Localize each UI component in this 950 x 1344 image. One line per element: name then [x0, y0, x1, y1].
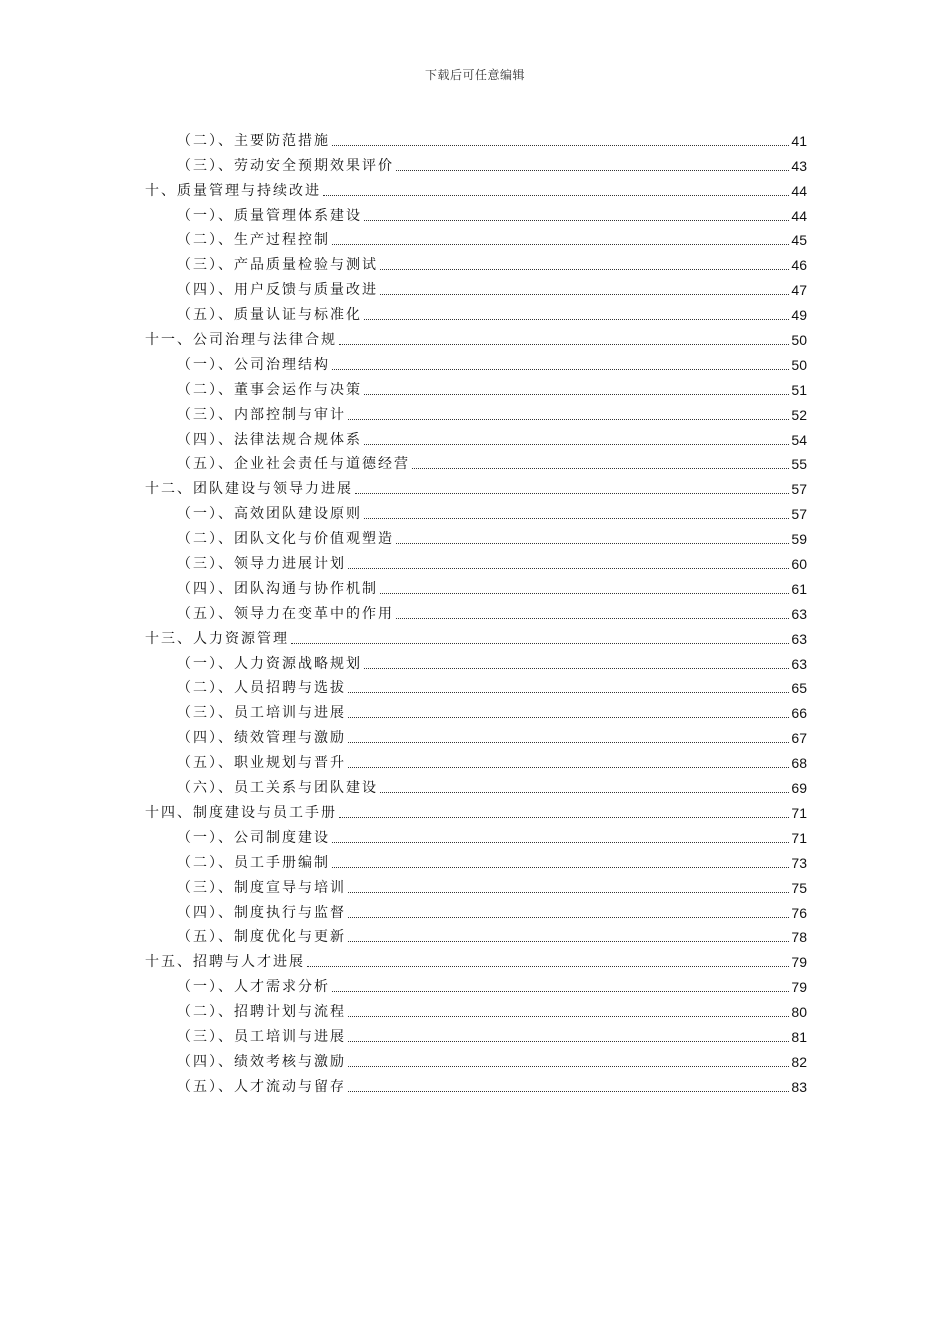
toc-section-entry[interactable]: [145, 1021, 807, 1046]
toc-page-number: 69: [791, 780, 807, 797]
toc-section-entry[interactable]: [145, 449, 807, 474]
toc-page-number: 81: [791, 1028, 807, 1045]
toc-dot-leader: [348, 1091, 789, 1092]
toc-section-entry[interactable]: [145, 523, 807, 548]
toc-page-number: 57: [791, 506, 807, 523]
toc-page-number: 82: [791, 1053, 807, 1070]
toc-section-entry[interactable]: [145, 1071, 807, 1096]
toc-section-entry[interactable]: [145, 673, 807, 698]
toc-chapter-entry[interactable]: [145, 797, 807, 822]
toc-chapter-entry[interactable]: [145, 946, 807, 971]
toc-dot-leader: [307, 966, 789, 967]
toc-page-number: 67: [791, 730, 807, 747]
toc-section-entry[interactable]: [145, 200, 807, 225]
toc-page-number: 71: [791, 804, 807, 821]
toc-entry-title: （一）、公司制度建设: [177, 829, 330, 846]
toc-dot-leader: [348, 1066, 789, 1067]
toc-page-number: 57: [791, 481, 807, 498]
toc-section-entry[interactable]: [145, 747, 807, 772]
toc-chapter-entry[interactable]: [145, 175, 807, 200]
toc-dot-leader: [348, 568, 789, 569]
toc-section-entry[interactable]: [145, 872, 807, 897]
toc-page-number: 43: [791, 157, 807, 174]
toc-dot-leader: [348, 892, 789, 893]
toc-entry-title: （一）、质量管理体系建设: [177, 207, 362, 224]
toc-page-number: 73: [791, 854, 807, 871]
toc-page-number: 66: [791, 705, 807, 722]
toc-dot-leader: [348, 1016, 789, 1017]
toc-dot-leader: [332, 369, 789, 370]
toc-chapter-entry[interactable]: [145, 623, 807, 648]
toc-page-number: 41: [791, 132, 807, 149]
toc-entry-title: 十三、人力资源管理: [145, 630, 289, 647]
toc-section-entry[interactable]: [145, 648, 807, 673]
toc-page-number: 49: [791, 307, 807, 324]
toc-section-entry[interactable]: [145, 125, 807, 150]
toc-dot-leader: [348, 692, 789, 693]
toc-page-number: 50: [791, 356, 807, 373]
toc-entry-title: 十、质量管理与持续改进: [145, 182, 321, 199]
toc-dot-leader: [396, 170, 789, 171]
toc-page-number: 47: [791, 282, 807, 299]
table-of-contents: [145, 125, 807, 1096]
toc-entry-title: （五）、职业规划与晋升: [177, 755, 346, 772]
toc-entry-title: （二）、生产过程控制: [177, 232, 330, 249]
toc-chapter-entry[interactable]: [145, 324, 807, 349]
toc-page-number: 75: [791, 879, 807, 896]
toc-dot-leader: [364, 220, 789, 221]
toc-dot-leader: [332, 842, 789, 843]
toc-entry-title: （五）、人才流动与留存: [177, 1078, 346, 1095]
toc-section-entry[interactable]: [145, 399, 807, 424]
toc-dot-leader: [364, 518, 789, 519]
toc-entry-title: （二）、员工手册编制: [177, 854, 330, 871]
toc-section-entry[interactable]: [145, 424, 807, 449]
toc-page-number: 68: [791, 755, 807, 772]
toc-page-number: 78: [791, 929, 807, 946]
toc-entry-title: （五）、企业社会责任与道德经营: [177, 456, 410, 473]
toc-dot-leader: [348, 742, 789, 743]
toc-entry-title: 十二、团队建设与领导力进展: [145, 481, 353, 498]
toc-entry-title: （二）、董事会运作与决策: [177, 381, 362, 398]
toc-page-number: 50: [791, 332, 807, 349]
toc-section-entry[interactable]: [145, 822, 807, 847]
toc-entry-title: （四）、用户反馈与质量改进: [177, 282, 378, 299]
toc-section-entry[interactable]: [145, 573, 807, 598]
toc-dot-leader: [348, 941, 789, 942]
toc-dot-leader: [380, 792, 789, 793]
toc-entry-title: （三）、领导力进展计划: [177, 556, 346, 573]
toc-page-number: 83: [791, 1078, 807, 1095]
toc-dot-leader: [348, 917, 789, 918]
toc-entry-title: （三）、制度宣导与培训: [177, 879, 346, 896]
toc-entry-title: （三）、产品质量检验与测试: [177, 257, 378, 274]
toc-dot-leader: [412, 468, 789, 469]
toc-dot-leader: [339, 344, 789, 345]
toc-page-number: 55: [791, 456, 807, 473]
toc-entry-title: 十五、招聘与人才进展: [145, 954, 305, 971]
toc-entry-title: （二）、人员招聘与选拔: [177, 680, 346, 697]
toc-entry-title: （五）、领导力在变革中的作用: [177, 605, 394, 622]
toc-dot-leader: [380, 269, 789, 270]
toc-dot-leader: [364, 394, 789, 395]
toc-section-entry[interactable]: [145, 498, 807, 523]
toc-entry-title: （三）、内部控制与审计: [177, 406, 346, 423]
toc-dot-leader: [396, 618, 789, 619]
toc-page-number: 79: [791, 954, 807, 971]
toc-section-entry[interactable]: [145, 249, 807, 274]
toc-dot-leader: [332, 867, 789, 868]
toc-page-number: 44: [791, 182, 807, 199]
toc-entry-title: （四）、绩效管理与激励: [177, 730, 346, 747]
toc-dot-leader: [332, 991, 789, 992]
toc-section-entry[interactable]: [145, 996, 807, 1021]
toc-section-entry[interactable]: [145, 225, 807, 250]
toc-page-number: 80: [791, 1004, 807, 1021]
toc-entry-title: （六）、员工关系与团队建设: [177, 780, 378, 797]
toc-entry-title: （一）、人力资源战略规划: [177, 655, 362, 672]
toc-section-entry[interactable]: [145, 598, 807, 623]
toc-section-entry[interactable]: [145, 847, 807, 872]
toc-page-number: 71: [791, 829, 807, 846]
toc-dot-leader: [332, 244, 789, 245]
toc-dot-leader: [348, 717, 789, 718]
toc-entry-title: 十一、公司治理与法律合规: [145, 332, 337, 349]
toc-entry-title: （四）、制度执行与监督: [177, 904, 346, 921]
toc-dot-leader: [364, 319, 789, 320]
toc-page-number: 61: [791, 580, 807, 597]
toc-page-number: 52: [791, 406, 807, 423]
toc-entry-title: （三）、员工培训与进展: [177, 705, 346, 722]
toc-dot-leader: [380, 294, 789, 295]
toc-page-number: 79: [791, 979, 807, 996]
toc-entry-title: （二）、主要防范措施: [177, 132, 330, 149]
toc-page-number: 63: [791, 630, 807, 647]
toc-page-number: 60: [791, 556, 807, 573]
toc-page-number: 54: [791, 431, 807, 448]
toc-dot-leader: [364, 444, 789, 445]
toc-page-number: 65: [791, 680, 807, 697]
toc-section-entry[interactable]: [145, 548, 807, 573]
toc-chapter-entry[interactable]: [145, 473, 807, 498]
toc-dot-leader: [396, 543, 789, 544]
toc-entry-title: （三）、员工培训与进展: [177, 1028, 346, 1045]
toc-page-number: 46: [791, 257, 807, 274]
toc-page-number: 63: [791, 605, 807, 622]
toc-section-entry[interactable]: [145, 349, 807, 374]
toc-section-entry[interactable]: [145, 897, 807, 922]
toc-section-entry[interactable]: [145, 697, 807, 722]
toc-section-entry[interactable]: [145, 1046, 807, 1071]
toc-dot-leader: [339, 817, 789, 818]
toc-entry-title: （三）、劳动安全预期效果评价: [177, 157, 394, 174]
toc-section-entry[interactable]: [145, 299, 807, 324]
toc-section-entry[interactable]: [145, 150, 807, 175]
toc-entry-title: （五）、质量认证与标准化: [177, 307, 362, 324]
toc-dot-leader: [348, 767, 789, 768]
toc-section-entry[interactable]: [145, 772, 807, 797]
toc-entry-title: （五）、制度优化与更新: [177, 929, 346, 946]
toc-entry-title: （四）、绩效考核与激励: [177, 1053, 346, 1070]
toc-page-number: 45: [791, 232, 807, 249]
toc-section-entry[interactable]: [145, 274, 807, 299]
toc-dot-leader: [364, 668, 789, 669]
toc-entry-title: （一）、公司治理结构: [177, 356, 330, 373]
toc-dot-leader: [323, 195, 789, 196]
toc-page-number: 44: [791, 207, 807, 224]
toc-entry-title: （四）、团队沟通与协作机制: [177, 580, 378, 597]
toc-section-entry[interactable]: [145, 722, 807, 747]
toc-entry-title: （四）、法律法规合规体系: [177, 431, 362, 448]
toc-section-entry[interactable]: [145, 922, 807, 947]
toc-page-number: 59: [791, 531, 807, 548]
toc-section-entry[interactable]: [145, 971, 807, 996]
page-header: 下载后可任意编辑: [424, 68, 525, 82]
toc-entry-title: （一）、高效团队建设原则: [177, 506, 362, 523]
toc-dot-leader: [348, 1041, 789, 1042]
toc-page-number: 76: [791, 904, 807, 921]
toc-entry-title: （二）、招聘计划与流程: [177, 1004, 346, 1021]
toc-page-number: 63: [791, 655, 807, 672]
toc-section-entry[interactable]: [145, 374, 807, 399]
toc-page-number: 51: [791, 381, 807, 398]
toc-dot-leader: [355, 493, 789, 494]
toc-dot-leader: [380, 593, 789, 594]
toc-dot-leader: [291, 643, 789, 644]
toc-dot-leader: [332, 145, 789, 146]
toc-entry-title: （一）、人才需求分析: [177, 979, 330, 996]
toc-entry-title: （二）、团队文化与价值观塑造: [177, 531, 394, 548]
toc-dot-leader: [348, 419, 789, 420]
toc-entry-title: 十四、制度建设与员工手册: [145, 804, 337, 821]
